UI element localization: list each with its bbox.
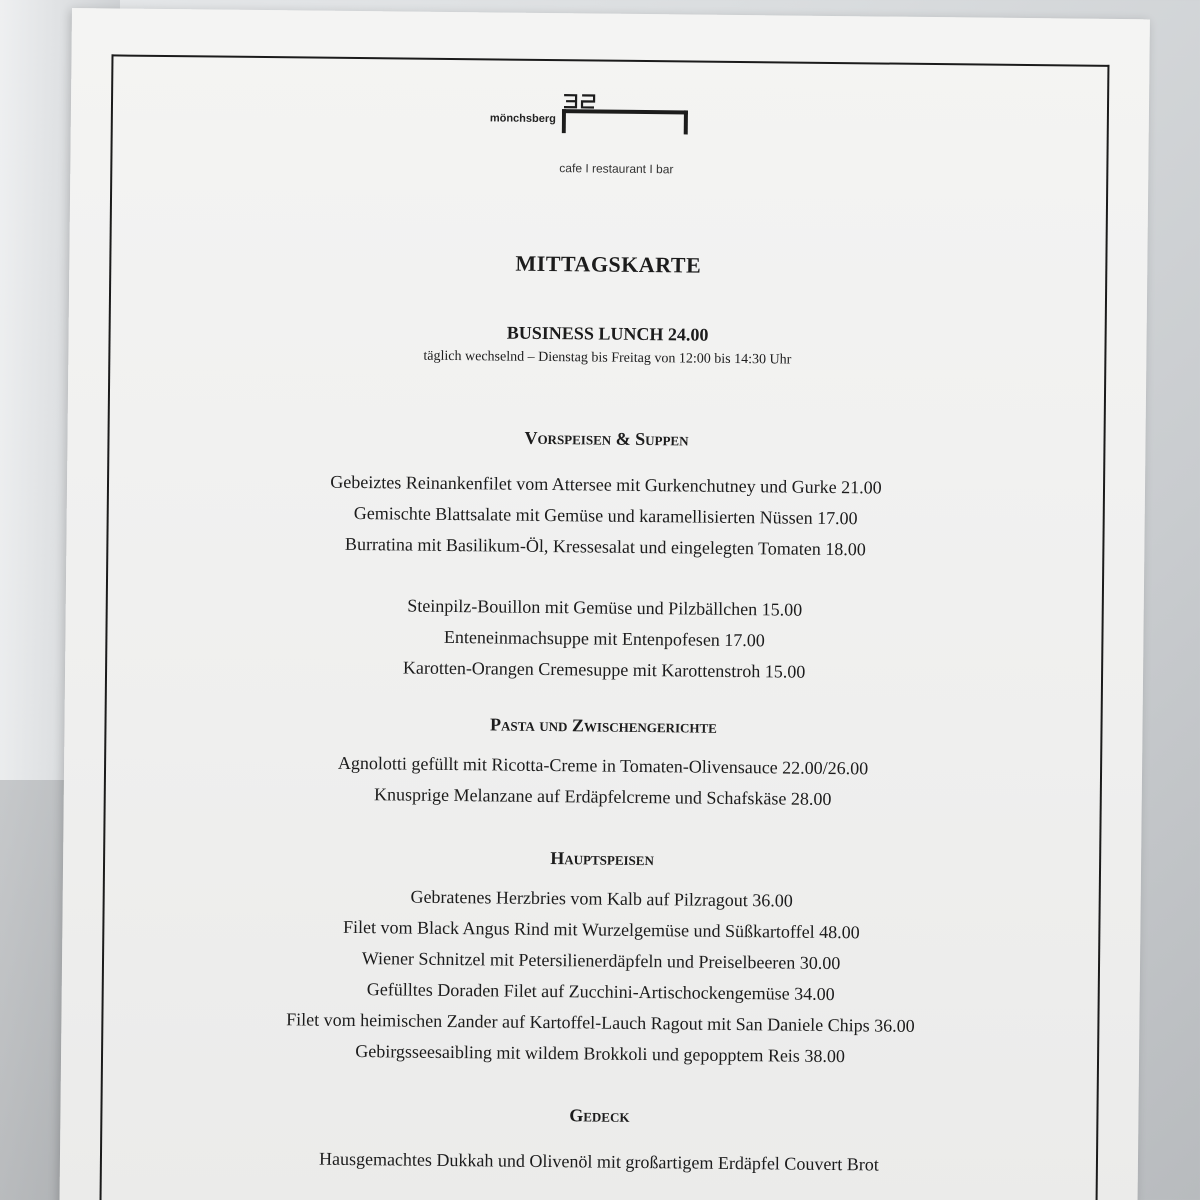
business-lunch-title: BUSINESS LUNCH 24.00 — [506, 322, 709, 345]
menu-paper — [59, 8, 1150, 1200]
menu-item: Karotten-Orangen Cremesuppe mit Karottenstroh 15.00 — [402, 657, 806, 682]
section-title-pasta: Pasta und Zwischengerichte — [490, 714, 718, 737]
menu-item: Hausgemachtes Dukkah und Olivenöl mit großartigem Erdäpfel Couvert Brot — [318, 1148, 879, 1175]
menu-item: Filet vom heimischen Zander auf Kartoffel-Lauch Ragout mit San Daniele Chips 36.00 — [286, 1009, 915, 1036]
menu-item: Gebirgsseesaibling mit wildem Brokkoli und gepopptem Reis 38.00 — [355, 1041, 845, 1067]
section-items-hauptspeisen — [103, 878, 1099, 1074]
section-title-vorspeisen: Vorspeisen & Suppen — [524, 427, 689, 450]
section-items-gedeck — [102, 1141, 1096, 1182]
menu-item: Steinpilz-Bouillon mit Gemüse und Pilzbällchen 15.00 — [407, 595, 803, 620]
section-title-gedeck: Gedeck — [569, 1105, 630, 1126]
restaurant-logo — [489, 90, 730, 203]
menu-item: Gemischte Blattsalate mit Gemüse und karamellisierten Nüssen 17.00 — [353, 502, 858, 529]
menu-item: Agnolotti gefüllt mit Ricotta-Creme in Tomaten-Olivensauce 22.00/26.00 — [337, 752, 869, 779]
menu-item: Filet vom Black Angus Rind mit Wurzelgemüse und Süßkartoffel 48.00 — [343, 916, 860, 943]
section-items-pasta — [106, 745, 1101, 817]
logo-wordmark: mönchsberg — [489, 112, 556, 126]
menu-item: Wiener Schnitzel mit Petersilienerdäpfeln und Preiselbeeren 30.00 — [361, 948, 841, 974]
section-items-vorspeisen — [107, 464, 1103, 690]
business-lunch-subtitle: täglich wechselnd – Dienstag bis Freitag von 12:00 bis 14:30 Uhr — [423, 348, 792, 368]
section-title-hauptspeisen: Hauptspeisen — [550, 848, 655, 870]
menu-frame — [99, 54, 1110, 1200]
menu-item: Enteneinmachsuppe mit Entenpofesen 17.00 — [443, 626, 765, 651]
menu-item: Gebratenes Herzbries vom Kalb auf Pilzragout 36.00 — [410, 886, 793, 911]
logo-32-mark — [562, 91, 692, 136]
menu-title: MITTAGSKARTE — [515, 250, 702, 278]
menu-item: Knusprige Melanzane auf Erdäpfelcreme und Schafskäse 28.00 — [374, 784, 832, 809]
menu-item: Gebeiztes Reinankenfilet vom Attersee mit Gurkenchutney und Gurke 21.00 — [330, 471, 882, 498]
logo-tagline: cafe I restaurant I bar — [559, 161, 674, 177]
menu-content — [102, 56, 1108, 1182]
menu-item: Burratina mit Basilikum-Öl, Kressesalat und eingelegten Tomaten 18.00 — [344, 533, 866, 560]
menu-item: Gefülltes Doraden Filet auf Zucchini-Artischockengemüse 34.00 — [366, 979, 835, 1005]
